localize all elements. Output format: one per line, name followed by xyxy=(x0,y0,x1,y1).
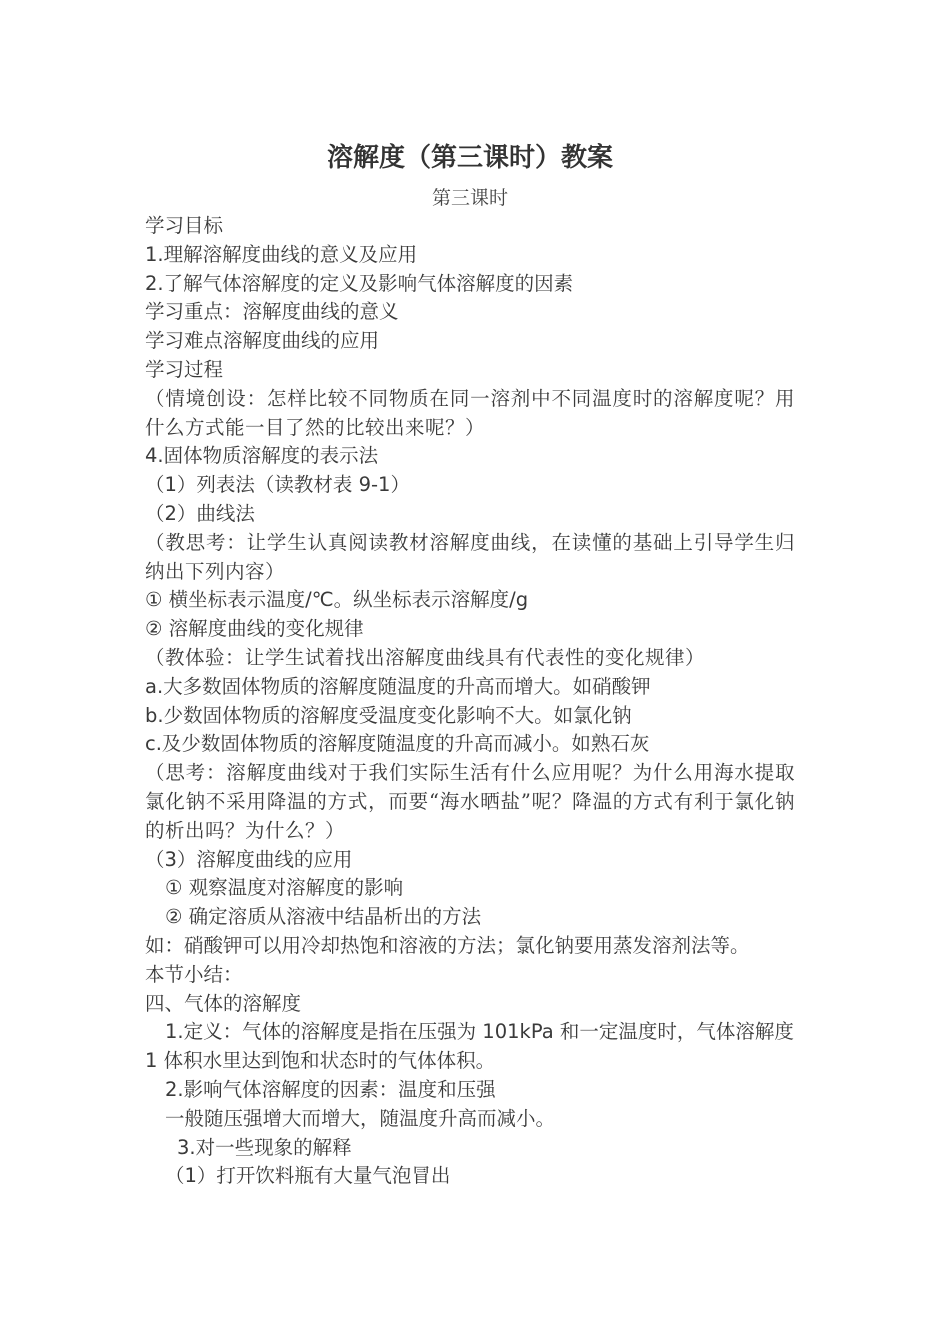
goal-2: 2.了解气体溶解度的定义及影响气体溶解度的因素 xyxy=(145,271,574,295)
difficult-point: 学习难点溶解度曲线的应用 xyxy=(145,329,380,353)
document-title: 溶解度（第三课时）教案 xyxy=(326,143,613,173)
curve-rules-heading: ② 溶解度曲线的变化规律 xyxy=(145,617,364,641)
teacher-thinking-paragraph: （教思考：让学生认真阅读教材溶解度曲线，在读懂的基础上引导学生归纳出下列内容） xyxy=(145,530,795,583)
learning-goals-heading: 学习目标 xyxy=(145,214,224,237)
curve-application-heading: （3）溶解度曲线的应用 xyxy=(145,847,353,871)
phenomena-heading: 3.对一些现象的解释 xyxy=(177,1135,352,1159)
example-paragraph: 如：硝酸钾可以用冷却热饱和溶液的方法；氯化钠要用蒸发溶剂法等。 xyxy=(145,933,750,957)
phenomenon-1: （1）打开饮料瓶有大量气泡冒出 xyxy=(165,1164,451,1188)
rule-a: a.大多数固体物质的溶解度随温度的升高而增大。如硝酸钾 xyxy=(145,674,651,698)
document-subtitle: 第三课时 xyxy=(431,187,508,209)
application-2: ② 确定溶质从溶液中结晶析出的方法 xyxy=(165,905,482,929)
section-4-heading: 4.固体物质溶解度的表示法 xyxy=(145,444,379,468)
scenario-paragraph: （情境创设：怎样比较不同物质在同一溶剂中不同温度时的溶解度呢？用什么方式能一目了然的比较出来呢？） xyxy=(145,386,795,439)
gas-solubility-heading: 四、气体的溶解度 xyxy=(145,991,302,1015)
thinking-paragraph: （思考：溶解度曲线对于我们实际生活有什么应用呢？为什么用海水提取氯化钠不采用降温的方式，而要“海水晒盐”呢？降温的方式有利于氯化钠的析出吗？为什么？） xyxy=(145,761,795,842)
document-page xyxy=(145,138,795,1191)
table-method: （1）列表法（读教材表 9-1） xyxy=(145,473,410,497)
goal-1: 1.理解溶解度曲线的意义及应用 xyxy=(145,242,418,266)
curve-method: （2）曲线法 xyxy=(145,501,255,525)
teacher-experience-paragraph: （教体验：让学生试着找出溶解度曲线具有代表性的变化规律） xyxy=(145,645,706,669)
process-heading: 学习过程 xyxy=(145,357,224,381)
gas-trend: 一般随压强增大而增大，随温度升高而减小。 xyxy=(165,1106,556,1130)
gas-factors: 2.影响气体溶解度的因素：温度和压强 xyxy=(165,1077,496,1101)
summary-heading: 本节小结： xyxy=(145,962,243,986)
gas-definition-paragraph: 1.定义：气体的溶解度是指在压强为 101kPa 和一定温度时，气体溶解度 1 体积水里达到饱和状态时的气体体积。 xyxy=(145,1020,794,1073)
application-1: ① 观察温度对溶解度的影响 xyxy=(165,876,404,900)
rule-b: b.少数固体物质的溶解度受温度变化影响不大。如氯化钠 xyxy=(145,703,632,727)
key-point: 学习重点：溶解度曲线的意义 xyxy=(145,300,399,324)
rule-c: c.及少数固体物质的溶解度随温度的升高而减小。如熟石灰 xyxy=(145,732,650,756)
axis-note: ① 横坐标表示温度/℃。纵坐标表示溶解度/g xyxy=(145,588,529,612)
